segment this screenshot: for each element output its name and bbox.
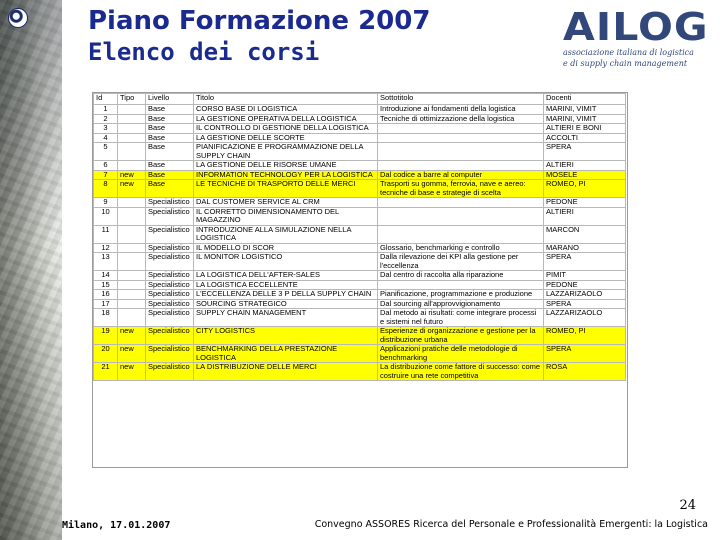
cell-docenti: SPERA <box>544 299 626 309</box>
cell-sottotitolo <box>378 133 544 143</box>
cell-id: 21 <box>94 363 118 381</box>
cell-id: 11 <box>94 225 118 243</box>
cell-tipo <box>118 290 146 300</box>
cell-id: 7 <box>94 170 118 180</box>
cell-livello: Specialistico <box>146 309 194 327</box>
table-row <box>94 143 626 161</box>
table-row <box>94 327 626 345</box>
table-row <box>94 363 626 381</box>
logo-wordmark: AILOG <box>563 5 709 49</box>
cell-docenti: SPERA <box>544 143 626 161</box>
header-livello: Livello <box>146 94 194 105</box>
cell-titolo: L'ECCELLENZA DELLE 3 P DELLA SUPPLY CHAIN <box>194 290 378 300</box>
cell-tipo: new <box>118 170 146 180</box>
cell-sottotitolo <box>378 161 544 171</box>
table-row <box>94 253 626 271</box>
cell-sottotitolo: Dal codice a barre al computer <box>378 170 544 180</box>
cell-docenti: MARCON <box>544 225 626 243</box>
header-sottotitolo: Sottotitolo <box>378 94 544 105</box>
cell-id: 6 <box>94 161 118 171</box>
cell-docenti: ALTIERI E BONI <box>544 124 626 134</box>
ailog-logo <box>563 5 711 68</box>
cell-sottotitolo <box>378 198 544 208</box>
cell-tipo <box>118 124 146 134</box>
table-row <box>94 198 626 208</box>
cell-sottotitolo: Pianificazione, programmazione e produzione <box>378 290 544 300</box>
cell-tipo <box>118 253 146 271</box>
cell-id: 18 <box>94 309 118 327</box>
cell-sottotitolo: La distribuzione come fattore di successo: come costruire una rete competitiva <box>378 363 544 381</box>
cell-livello: Base <box>146 161 194 171</box>
cell-livello: Specialistico <box>146 363 194 381</box>
cell-titolo: LA GESTIONE OPERATIVA DELLA LOGISTICA <box>194 114 378 124</box>
cell-docenti: LAZZARIZAOLO <box>544 309 626 327</box>
cell-sottotitolo <box>378 124 544 134</box>
cell-sottotitolo: Dal sourcing all'approvvigionamento <box>378 299 544 309</box>
cell-id: 14 <box>94 271 118 281</box>
cell-livello: Base <box>146 170 194 180</box>
cell-titolo: PIANIFICAZIONE E PROGRAMMAZIONE DELLA SUPPLY CHAIN <box>194 143 378 161</box>
cell-tipo <box>118 309 146 327</box>
cell-livello: Specialistico <box>146 271 194 281</box>
cell-id: 16 <box>94 290 118 300</box>
cell-sottotitolo: Dal metodo ai risultati: come integrare processi e sistemi nel futuro <box>378 309 544 327</box>
cell-docenti: ROMEO, PI <box>544 327 626 345</box>
cell-tipo <box>118 207 146 225</box>
footer-date: Milano, 17.01.2007 <box>62 520 171 531</box>
cell-docenti: LAZZARIZAOLO <box>544 290 626 300</box>
cell-docenti: ALTIERI <box>544 207 626 225</box>
cell-sottotitolo: Glossario, benchmarking e controllo <box>378 243 544 253</box>
cell-sottotitolo: Dalla rilevazione dei KPI alla gestione per l'eccellenza <box>378 253 544 271</box>
cell-sottotitolo <box>378 225 544 243</box>
cell-sottotitolo <box>378 207 544 225</box>
cell-titolo: LA GESTIONE DELLE RISORSE UMANE <box>194 161 378 171</box>
cell-tipo <box>118 280 146 290</box>
cell-id: 19 <box>94 327 118 345</box>
cell-livello: Specialistico <box>146 198 194 208</box>
cell-sottotitolo <box>378 143 544 161</box>
cell-id: 20 <box>94 345 118 363</box>
cell-tipo: new <box>118 345 146 363</box>
cell-id: 12 <box>94 243 118 253</box>
cell-livello: Base <box>146 105 194 115</box>
cell-tipo: new <box>118 327 146 345</box>
footer-event: Convegno ASSORES Ricerca del Personale e Professionalità Emergenti: la Logistica <box>314 519 708 530</box>
table-row <box>94 271 626 281</box>
table-row <box>94 299 626 309</box>
cell-sottotitolo: Applicazioni pratiche delle metodologie di benchmarking <box>378 345 544 363</box>
table-row <box>94 225 626 243</box>
cell-tipo <box>118 105 146 115</box>
table-row <box>94 170 626 180</box>
cell-livello: Specialistico <box>146 243 194 253</box>
table-row <box>94 345 626 363</box>
header-tipo: Tipo <box>118 94 146 105</box>
cell-id: 10 <box>94 207 118 225</box>
cell-livello: Base <box>146 124 194 134</box>
cell-docenti: MARINI, VIMIT <box>544 114 626 124</box>
cell-docenti: SPERA <box>544 345 626 363</box>
cell-titolo: IL MODELLO DI SCOR <box>194 243 378 253</box>
cell-livello: Base <box>146 133 194 143</box>
cell-docenti: ALTIERI <box>544 161 626 171</box>
cell-livello: Specialistico <box>146 280 194 290</box>
cell-titolo: DAL CUSTOMER SERVICE AL CRM <box>194 198 378 208</box>
cell-livello: Base <box>146 180 194 198</box>
table-header-row <box>94 94 626 105</box>
cell-titolo: IL CORRETTO DIMENSIONAMENTO DEL MAGAZZINO <box>194 207 378 225</box>
header-titolo: Titolo <box>194 94 378 105</box>
courses-table <box>93 93 626 381</box>
cell-sottotitolo: Introduzione ai fondamenti della logistica <box>378 105 544 115</box>
cell-tipo <box>118 271 146 281</box>
cell-docenti: PIMIT <box>544 271 626 281</box>
cell-livello: Specialistico <box>146 290 194 300</box>
table-row <box>94 207 626 225</box>
cell-titolo: SUPPLY CHAIN MANAGEMENT <box>194 309 378 327</box>
cell-id: 9 <box>94 198 118 208</box>
cell-id: 15 <box>94 280 118 290</box>
cell-titolo: LA LOGISTICA DELL'AFTER-SALES <box>194 271 378 281</box>
cell-docenti: SPERA <box>544 253 626 271</box>
table-row <box>94 309 626 327</box>
cell-tipo <box>118 114 146 124</box>
cell-titolo: LA DISTRIBUZIONE DELLE MERCI <box>194 363 378 381</box>
cell-tipo <box>118 161 146 171</box>
cell-livello: Specialistico <box>146 299 194 309</box>
cell-livello: Specialistico <box>146 253 194 271</box>
cell-tipo <box>118 225 146 243</box>
table-row <box>94 114 626 124</box>
logo-tagline-line1: associazione italiana di logistica <box>563 48 694 57</box>
cell-titolo: BENCHMARKING DELLA PRESTAZIONE LOGISTICA <box>194 345 378 363</box>
cell-sottotitolo: Esperienze di organizzazione e gestione per la distribuzione urbana <box>378 327 544 345</box>
table-row <box>94 290 626 300</box>
cell-titolo: LA LOGISTICA ECCELLENTE <box>194 280 378 290</box>
cell-sottotitolo: Tecniche di ottimizzazione della logistica <box>378 114 544 124</box>
cell-tipo <box>118 243 146 253</box>
slide-subtitle: Elenco dei corsi <box>88 38 320 66</box>
cell-livello: Specialistico <box>146 327 194 345</box>
table-row <box>94 180 626 198</box>
cell-id: 1 <box>94 105 118 115</box>
cell-titolo: CORSO BASE DI LOGISTICA <box>194 105 378 115</box>
header-docenti: Docenti <box>544 94 626 105</box>
cell-sottotitolo: Trasporti su gomma, ferrovia, nave e aereo: tecniche di base e strategie di scelta <box>378 180 544 198</box>
cell-id: 4 <box>94 133 118 143</box>
table-row <box>94 124 626 134</box>
cell-titolo: LA GESTIONE DELLE SCORTE <box>194 133 378 143</box>
cell-tipo <box>118 143 146 161</box>
cell-id: 5 <box>94 143 118 161</box>
cell-sottotitolo <box>378 280 544 290</box>
cell-id: 2 <box>94 114 118 124</box>
cell-livello: Specialistico <box>146 345 194 363</box>
cell-livello: Base <box>146 143 194 161</box>
cell-id: 8 <box>94 180 118 198</box>
cell-titolo: LE TECNICHE DI TRASPORTO DELLE MERCI <box>194 180 378 198</box>
cell-id: 17 <box>94 299 118 309</box>
cell-titolo: CITY LOGISTICS <box>194 327 378 345</box>
cell-id: 13 <box>94 253 118 271</box>
table-row <box>94 105 626 115</box>
cell-docenti: ROMEO, PI <box>544 180 626 198</box>
cell-livello: Specialistico <box>146 225 194 243</box>
cell-tipo <box>118 133 146 143</box>
header-id: Id <box>94 94 118 105</box>
table-row <box>94 280 626 290</box>
cell-titolo: SOURCING STRATEGICO <box>194 299 378 309</box>
table-row <box>94 243 626 253</box>
cell-livello: Base <box>146 114 194 124</box>
cell-docenti: MARINI, VIMIT <box>544 105 626 115</box>
page-number: 24 <box>679 498 696 513</box>
cell-tipo: new <box>118 363 146 381</box>
cell-titolo: IL MONITOR LOGISTICO <box>194 253 378 271</box>
cell-livello: Specialistico <box>146 207 194 225</box>
table-body <box>94 105 626 381</box>
slide-title: Piano Formazione 2007 <box>88 6 431 36</box>
cell-docenti: ACCOLTI <box>544 133 626 143</box>
cell-tipo <box>118 198 146 208</box>
decorative-photo-strip <box>0 0 62 540</box>
cell-titolo: INTRODUZIONE ALLA SIMULAZIONE NELLA LOGISTICA <box>194 225 378 243</box>
cell-docenti: MOSELE <box>544 170 626 180</box>
cell-id: 3 <box>94 124 118 134</box>
cell-titolo: IL CONTROLLO DI GESTIONE DELLA LOGISTICA <box>194 124 378 134</box>
cell-titolo: INFORMATION TECHNOLOGY PER LA LOGISTICA <box>194 170 378 180</box>
cell-docenti: PEDONE <box>544 198 626 208</box>
table-row <box>94 161 626 171</box>
cell-docenti: MARANO <box>544 243 626 253</box>
slide-bullet-icon <box>8 8 28 28</box>
cell-sottotitolo: Dal centro di raccolta alla riparazione <box>378 271 544 281</box>
cell-tipo <box>118 299 146 309</box>
logo-tagline-line2: e di supply chain management <box>563 59 688 68</box>
table-row <box>94 133 626 143</box>
cell-tipo: new <box>118 180 146 198</box>
cell-docenti: ROSA <box>544 363 626 381</box>
cell-docenti: PEDONE <box>544 280 626 290</box>
